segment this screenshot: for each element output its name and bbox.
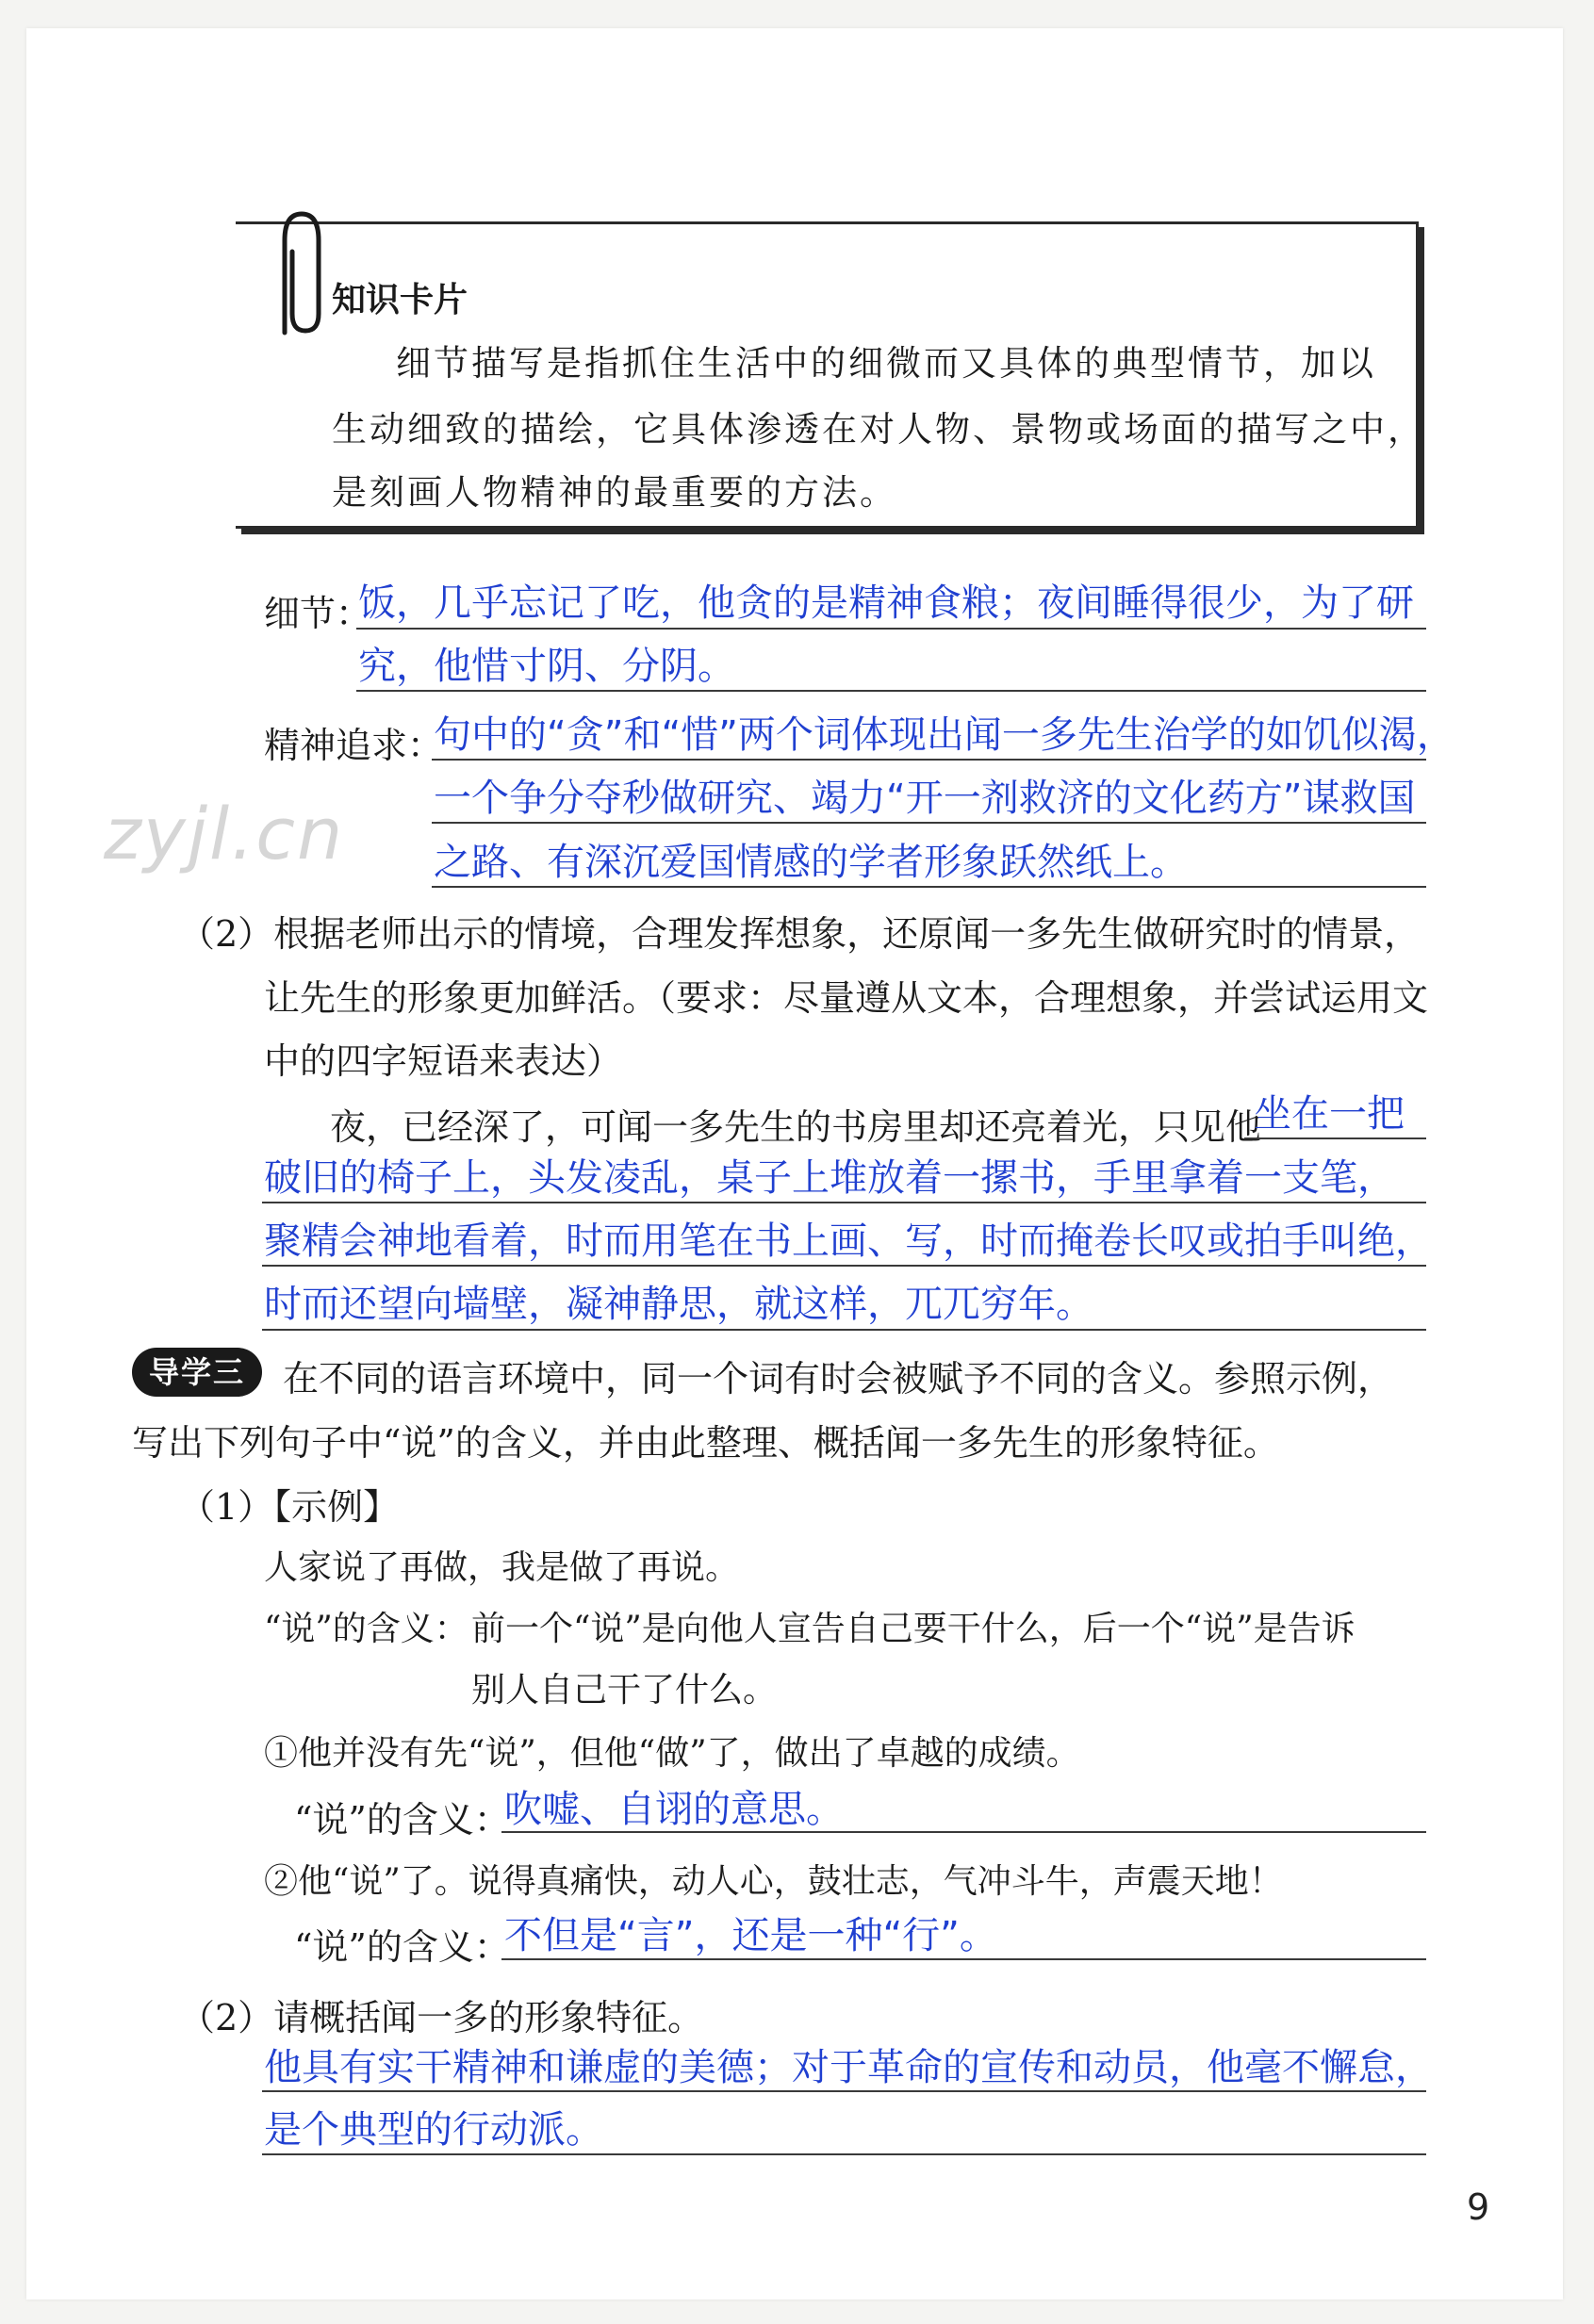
answer-underline <box>432 822 1426 824</box>
q2-answer-line-2: 聚精会神地看着，时而用笔在书上画、写，时而掩卷长叹或拍手叫绝， <box>264 1219 1433 1263</box>
example-meaning-label: “说”的含义： <box>264 1610 468 1648</box>
detail-label: 细节： <box>264 593 372 634</box>
answer-underline <box>501 1958 1426 1960</box>
section3-q2-answer-line-1: 他具有实干精神和谦虚的美德；对于革命的宣传和动员，他毫不懈怠， <box>264 2046 1433 2089</box>
answer-underline <box>262 1265 1426 1267</box>
detail-answer-line-1: 饭，几乎忘记了吃，他贪的是精神食粮；夜间睡得很少，为了研 <box>358 581 1414 625</box>
q2-prompt-line-2: 让先生的形象更加鲜活。（要求：尽量遵从文本，合理想象，并尝试运用文 <box>264 977 1429 1019</box>
answer-underline <box>1244 1137 1426 1139</box>
item2-meaning-label: “说”的含义： <box>294 1926 510 1968</box>
answer-underline <box>432 759 1426 761</box>
answer-underline <box>262 2153 1426 2155</box>
example-meaning-line-1: 前一个“说”是向他人宣告自己要干什么，后一个“说”是告诉 <box>471 1610 1356 1648</box>
item1-meaning-label: “说”的含义： <box>294 1799 510 1841</box>
item1-sentence: ①他并没有先“说”，但他“做”了，做出了卓越的成绩。 <box>264 1734 1080 1773</box>
knowledge-card-title: 知识卡片 <box>332 281 468 319</box>
watermark: zyjl.cn <box>104 792 345 876</box>
answer-underline <box>262 2090 1426 2092</box>
knowledge-card-line-3: 是刻画人物精神的最重要的方法。 <box>332 472 897 513</box>
q2-answer-first: 坐在一把 <box>1254 1092 1405 1136</box>
section-badge: 导学三 <box>132 1348 262 1397</box>
answer-underline <box>262 1202 1426 1203</box>
q2-prompt-line-1: （2）根据老师出示的情境，合理发挥想象，还原闻一多先生做研究时的情景， <box>179 913 1421 955</box>
q2-answer-line-3: 时而还望向墙壁，凝神静思，就这样，兀兀穷年。 <box>264 1283 1093 1326</box>
item2-sentence: ②他“说”了。说得真痛快，动人心，鼓壮志，气冲斗牛，声震天地！ <box>264 1862 1283 1901</box>
answer-underline <box>356 628 1426 630</box>
q2-answer-line-1: 破旧的椅子上，头发凌乱，桌子上堆放着一摞书，手里拿着一支笔， <box>264 1156 1395 1200</box>
item2-answer: 不但是“言”，还是一种“行”。 <box>504 1914 997 1957</box>
spirit-answer-line-3: 之路、有深沉爱国情感的学者形象跃然纸上。 <box>434 841 1188 884</box>
knowledge-card-line-1: 细节描写是指抓住生活中的细微而又具体的典型情节，加以 <box>396 343 1376 384</box>
section3-intro-line-1: 在不同的语言环境中，同一个词有时会被赋予不同的含义。参照示例， <box>283 1358 1394 1399</box>
section3-q2-prompt: （2）请概括闻一多的形象特征。 <box>179 1997 704 2038</box>
example-label: （1）【示例】 <box>179 1486 400 1528</box>
knowledge-card-line-2: 生动细致的描绘，它具体渗透在对人物、景物或场面的描写之中， <box>332 409 1425 450</box>
example-meaning-line-2: 别人自己干了什么。 <box>471 1671 778 1710</box>
example-sentence: 人家说了再做，我是做了再说。 <box>264 1548 740 1587</box>
answer-underline <box>262 1329 1426 1331</box>
q2-lead-text: 夜，已经深了，可闻一多先生的书房里却还亮着光，只见他 <box>330 1106 1262 1148</box>
answer-underline <box>501 1831 1426 1833</box>
section3-q2-answer-line-2: 是个典型的行动派。 <box>264 2108 603 2152</box>
detail-answer-line-2: 究，他惜寸阴、分阴。 <box>358 645 735 688</box>
answer-underline <box>432 886 1426 888</box>
spirit-label: 精神追求： <box>264 725 444 766</box>
q2-prompt-line-3: 中的四字短语来表达） <box>264 1040 623 1082</box>
spirit-answer-line-2: 一个争分夺秒做研究、竭力“开一剂救济的文化药方”谋救国 <box>434 777 1416 820</box>
spirit-answer-line-1: 句中的“贪”和“惜”两个词体现出闻一多先生治学的如饥似渴， <box>434 713 1454 757</box>
page-number: 9 <box>1467 2186 1490 2228</box>
answer-underline <box>356 690 1426 692</box>
paperclip-icon <box>264 203 330 344</box>
item1-answer: 吹嘘、自诩的意思。 <box>504 1788 844 1831</box>
section3-intro-line-2: 写出下列句子中“说”的含义，并由此整理、概括闻一多先生的形象特征。 <box>132 1422 1279 1464</box>
